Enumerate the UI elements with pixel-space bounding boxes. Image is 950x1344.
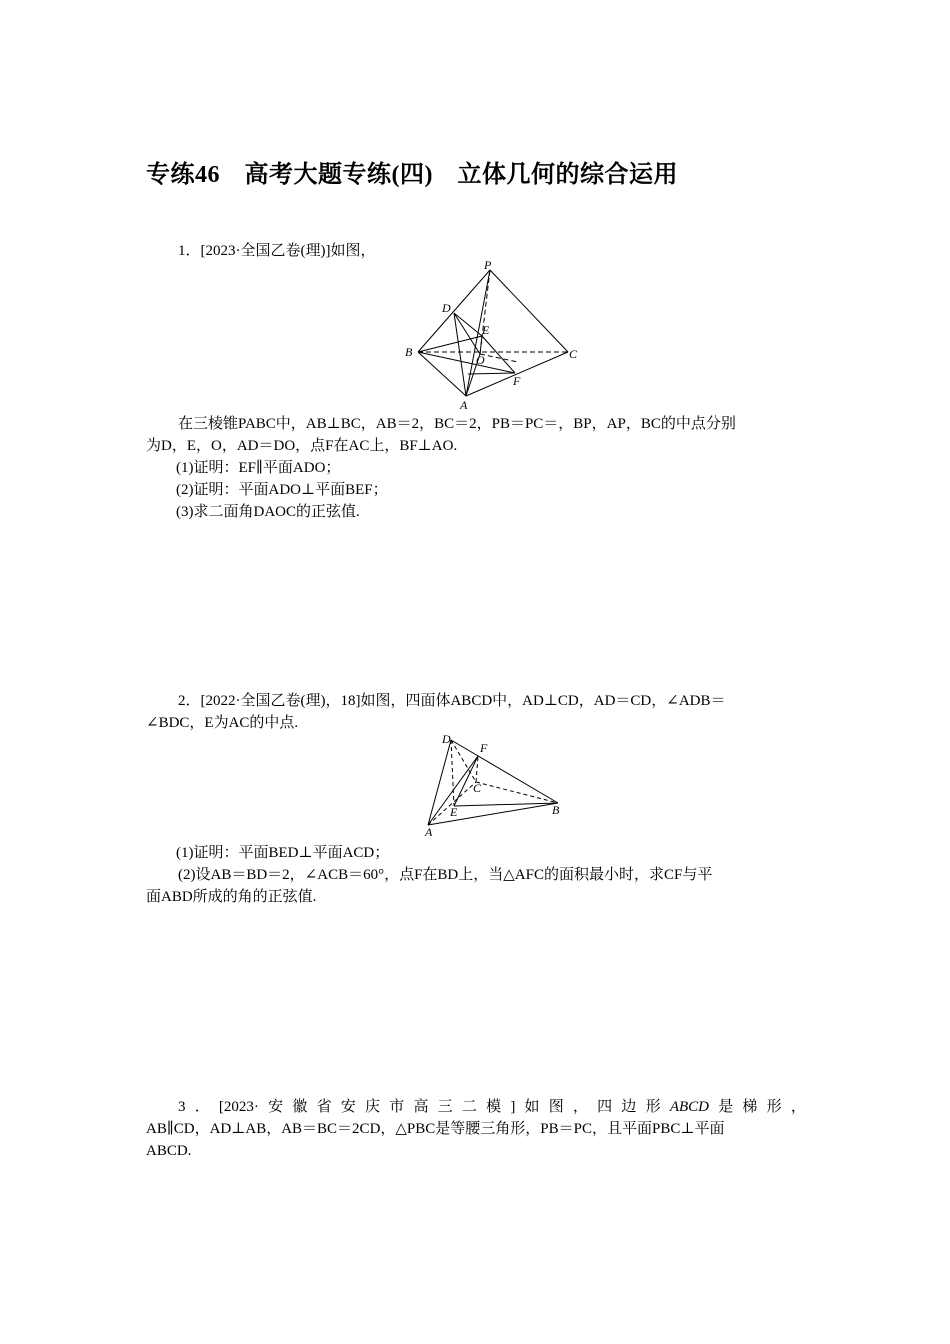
- edge-pb: [418, 270, 490, 352]
- problem-2-part-2: [146, 864, 806, 908]
- label-c: C: [569, 347, 578, 361]
- label-c: C: [473, 781, 482, 795]
- problem-1-part-3: (3)求二面角DAOC的正弦值.: [176, 504, 360, 520]
- label-b: B: [405, 345, 413, 359]
- label-a: A: [460, 398, 468, 412]
- label-o: O: [476, 353, 485, 367]
- problem-2-statement: [146, 690, 806, 734]
- problem-3-statement: [146, 1096, 806, 1162]
- label-b: B: [552, 803, 560, 817]
- edge-da: [428, 740, 451, 825]
- figure-1-pyramid: [398, 258, 588, 413]
- page-title: 专练46 高考大题专练(四) 立体几何的综合运用: [146, 162, 678, 188]
- problem-1-line-1: 在三棱锥PABC中，AB⊥BC，AB＝2，BC＝2，PB＝PC＝，BP，AP，BC的中点分别: [178, 416, 736, 432]
- segment-de: [454, 313, 482, 336]
- segment-bf: [418, 352, 515, 373]
- segment-fa-in: [468, 373, 515, 374]
- label-f: F: [480, 741, 488, 755]
- edge-ab: [418, 352, 466, 396]
- segment-da: [454, 313, 466, 396]
- edge-pc: [490, 270, 568, 352]
- label-d: D: [442, 732, 451, 746]
- problem-1-part-1: (1)证明：EF∥平面ADO；: [176, 460, 341, 476]
- problem-1-line-2: 为D，E，O，AD＝DO，点F在AC上，BF⊥AO.: [146, 438, 458, 454]
- problem-3-line-1: 3 ． [2023· 安 徽 省 安 庆 市 高 三 二 模 ] 如 图 ， 四 边 形 ABCD 是 梯 形 ，: [178, 1099, 806, 1115]
- problem-1-intro: 1．[2023·全国乙卷(理)]如图，: [178, 243, 376, 259]
- segment-do: [454, 313, 480, 354]
- label-p: P: [484, 258, 492, 272]
- edge-ab: [428, 803, 558, 825]
- figure-2-tetrahedron: [418, 730, 578, 840]
- problem-2-part-2-line-1: (2)设AB＝BD＝2，∠ACB＝60°，点F在BD上，当△AFC的面积最小时，求CF与平: [178, 867, 713, 883]
- problem-2-part-1: (1)证明：平面BED⊥平面ACD；: [176, 845, 390, 861]
- edge-cb-hidden: [476, 782, 558, 803]
- segment-ef: [482, 336, 515, 373]
- problem-3-line-2: AB∥CD，AD⊥AB，AB＝BC＝2CD，△PBC是等腰三角形，PB＝PC，且平面PBC⊥平面: [146, 1121, 725, 1137]
- label-e: E: [482, 323, 490, 337]
- label-d: D: [442, 301, 451, 315]
- segment-eb: [418, 336, 482, 352]
- problem-2-line-1: 2．[2022·全国乙卷(理)，18]如图，四面体ABCD中，AD⊥CD，AD＝CD，∠ADB＝: [178, 693, 726, 709]
- problem-3-line-3: ABCD.: [146, 1143, 192, 1159]
- problem-2-line-2: ∠BDC，E为AC的中点.: [146, 715, 299, 731]
- label-e: E: [450, 805, 458, 819]
- label-f: F: [513, 374, 521, 388]
- segment-de-hidden: [451, 740, 454, 806]
- problem-1-part-2: (2)证明：平面ADO⊥平面BEF；: [176, 482, 388, 498]
- problem-1-statement: [146, 413, 806, 457]
- label-a: A: [425, 825, 433, 839]
- problem-2-part-2-line-2: 面ABD所成的角的正弦值.: [146, 889, 317, 905]
